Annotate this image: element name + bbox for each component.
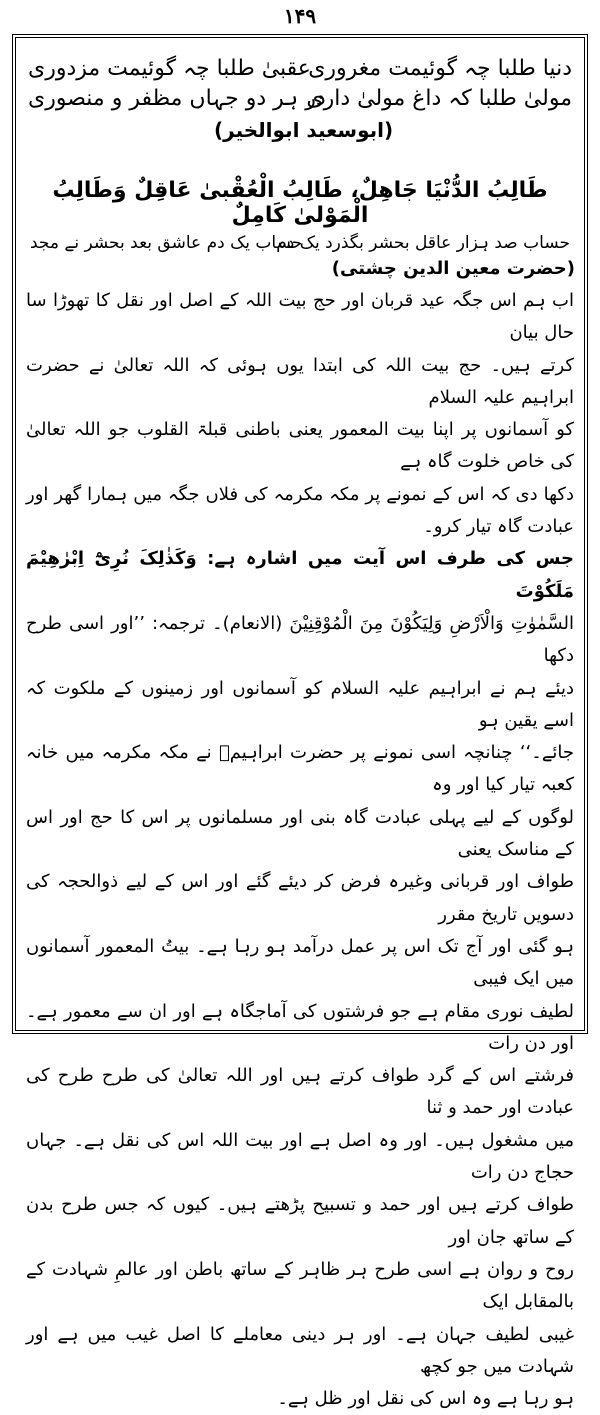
poem-verse-1 bbox=[24, 56, 576, 86]
text-line-quran: السَّمٰوٰتِ وَالْاَرْضِ وَلِیَکُوْنَ مِنَ الْمُوْقِنِیْنَ (الانعام)۔ ترجمہ: ’’اور اسی طرح دکھا bbox=[26, 612, 574, 667]
text-line: کو آسمانوں پر اپنا بیت المعمور یعنی باطنی قبلۃ القلوب جو اللہ تعالیٰ کی خاص خلوت گاہ ہے bbox=[26, 419, 574, 473]
text-line: جائے۔‘‘ چنانچہ اسی نمونے پر حضرت ابراہیمؑ نے مکہ مکرمہ میں خانہ کعبہ تیار کیا اور وہ bbox=[26, 742, 574, 796]
couplet-attribution-text: (حضرت معین الدین چشتی) bbox=[331, 258, 575, 279]
couplet-hemistich-left: حساب یک دم عاشق بعد بحشر نے مجد bbox=[30, 233, 303, 253]
text-line: دکھا دی کہ اس کے نمونے پر مکہ مکرمہ کی فلاں جگہ میں ہمارا گھر اور عبادت گاہ تیار کرو۔ bbox=[26, 483, 574, 538]
text-line: لوگوں کے لیے پہلی عبادت گاہ بنی اور مسلمانوں پر اس کا حج اور اس کے مناسک یعنی bbox=[26, 806, 574, 861]
verse-1-hemistich-right: دنیا طلبا چہ گوئیمت مغروری bbox=[308, 56, 572, 81]
verse-1-hemistich-left: عقبیٰ طلبا چہ گوئیمت مزدوری bbox=[28, 56, 311, 81]
couplet-line bbox=[24, 232, 576, 258]
body-paragraph bbox=[24, 285, 576, 1415]
poem-attribution: (ابوسعید ابوالخیر) bbox=[214, 118, 394, 142]
text-line: روح و روان ہے اسی طرح ہر ظاہر کے ساتھ باطن اور عالمِ شہادت کے بالمقابل ایک bbox=[26, 1258, 574, 1313]
page-number: ۱۴۹ bbox=[283, 4, 317, 28]
poem-verse-2 bbox=[24, 86, 576, 116]
text-line: لطیف نوری مقام ہے جو فرشتوں کی آماجگاہ ہے اور ان سے معمور ہے۔ اور دن رات bbox=[26, 1000, 574, 1054]
text-line: کرتے ہیں۔ حج بیت اللہ کی ابتدا یوں ہوئی کہ اللہ تعالیٰ نے حضرت ابراہیم علیہ السلام bbox=[26, 354, 574, 408]
couplet-hemistich-right: حساب صد ہزار عاقل بحشر بگذرد یک دم bbox=[276, 233, 570, 253]
text-line: ہو رہا ہے وہ اس کی نقل اور ظل ہے۔ bbox=[277, 1388, 574, 1410]
page-content bbox=[24, 44, 576, 1410]
page-border-frame bbox=[12, 34, 588, 1410]
text-line: اب ہم اس جگہ عید قربان اور حج بیت اللہ کے اصل اور نقل کا تھوڑا سا حال بیان bbox=[26, 290, 574, 344]
persian-couplet-chishti bbox=[24, 232, 576, 279]
couplet-attribution bbox=[24, 258, 576, 279]
text-line: میں مشغول ہیں۔ اور وہ اصل ہے اور بیت اللہ اس کی نقل ہے۔ جہاں حجاج دن رات bbox=[26, 1129, 574, 1184]
text-line: طواف اور قربانی وغیرہ فرض کر دیئے گئے اور اس کے لیے ذوالحجہ کی دسویں تاریخ مقرر bbox=[26, 871, 574, 925]
persian-poem-abu-saeed bbox=[24, 56, 576, 148]
text-line: غیبی لطیف جہان ہے۔ اور ہر دینی معاملے کا اصل غیب میں ہے اور شہادت میں جو کچھ bbox=[26, 1323, 574, 1377]
text-line: فرشتے اس کے گرد طواف کرتے ہیں اور اللہ تعالیٰ کی طرح طرح کی عبادت اور حمد و ثنا bbox=[26, 1065, 574, 1119]
text-line-quran: جس کی طرف اس آیت میں اشارہ ہے: وَکَذٰلِکَ نُرِیْٓ اِبْرٰھِیْمَ مَلَکُوْتَ bbox=[26, 548, 574, 602]
text-line: دیئے ہم نے ابراہیم علیہ السلام کو آسمانوں اور زمینوں کے ملکوت کہ اسے یقین ہو bbox=[26, 677, 574, 731]
verse-2-hemistich-left: در ہر دو جہاں مظفر و منصوری bbox=[28, 86, 326, 111]
text-line: ہو گئی اور آج تک اس پر عمل درآمد ہو رہا ہے۔ بیتُ المعمور آسمانوں میں ایک فیبی bbox=[26, 935, 574, 990]
arabic-saying: طَالِبُ الدُّنْیَا جَاهِلٌ، طَالِبُ الْعُقْبیٰ عَاقِلٌ وَطَالِبُ الْمَوْلیٰ کَامِلٌ bbox=[52, 178, 548, 228]
text-line: طواف کرتے ہیں اور حمد و تسبیح پڑھتے ہیں۔ کیوں کہ جس طرح بدن کے ساتھ جان اور bbox=[26, 1194, 574, 1248]
verse-2-hemistich-right: مولیٰ طلبا کہ داغ مولیٰ داری bbox=[306, 86, 572, 111]
